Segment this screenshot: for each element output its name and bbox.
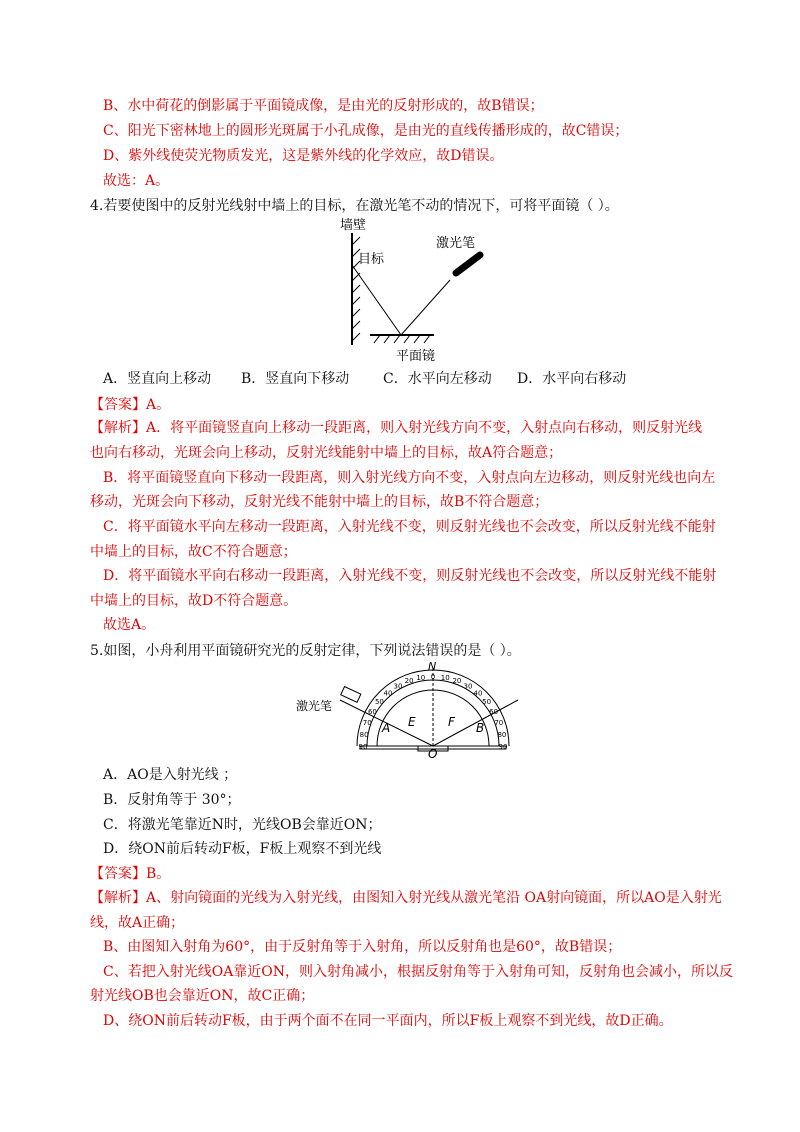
q5-analysis-line-3: B、由图知入射角为60°，由于反射角等于入射角，所以反射角也是60°，故B错误；	[103, 939, 622, 955]
q5-tick-label: 40	[473, 689, 483, 698]
q4-option-a: A．竖直向上移动	[103, 371, 212, 387]
q5-tick-label: 90	[498, 743, 508, 751]
q5-tick-label: 70	[494, 719, 504, 728]
q4-analysis-line-2: 也向右移动，光斑会向上移动，反射光线能射中墙上的目标，故A符合题意；	[90, 445, 563, 461]
q4-analysis-line-6: 中墙上的目标，故C不符合题意；	[90, 544, 297, 560]
q4-analysis-line-8: 中墙上的目标，故D不符合题意。	[90, 593, 298, 609]
q5-tick-label: 50	[482, 698, 492, 706]
q4-figure	[330, 215, 490, 365]
q4-analysis-line-5: C．将平面镜水平向左移动一段距离，入射光线不变，则反射光线也不会改变，所以反射光线不能射	[103, 519, 716, 535]
q5-tick-label: 0	[430, 673, 436, 681]
q4-laser-label: 激光笔	[436, 236, 476, 251]
q3-option-b-analysis: B、水中荷花的倒影属于平面镜成像，是由光的反射形成的，故B错误；	[103, 98, 544, 114]
q5-option-d: D．绕ON前后转动F板，F板上观察不到光线	[103, 841, 382, 857]
q5-tick-label: 40	[383, 689, 393, 698]
q5-tick-label: 70	[362, 719, 372, 728]
q4-analysis-line-7: D．将平面镜水平向右移动一段距离，入射光线不变，则反射光线也不会改变，所以反射光线不能射	[103, 568, 717, 584]
q4-option-b: B．竖直向下移动	[241, 371, 350, 387]
q4-target-label: 目标	[358, 252, 385, 267]
q5-tick-label: 80	[497, 730, 507, 739]
q5-option-b: B．反射角等于 30°；	[103, 792, 241, 808]
q3-select: 故选：A。	[103, 173, 170, 189]
q3-option-d-analysis: D、紫外线使荧光物质发光，这是紫外线的化学效应，故D错误。	[103, 148, 504, 164]
q5-analysis-line-6: D、绕ON前后转动F板，由于两个面不在同一平面内，所以F板上观察不到光线，故D正确。	[103, 1013, 673, 1029]
q5-tick-label: 80	[359, 730, 369, 739]
q5-tick-label: 60	[489, 708, 499, 716]
q4-analysis-line-3: B．将平面镜竖直向下移动一段距离，则入射光线方向不变，入射点向左边移动，则反射光线也向左	[103, 470, 716, 486]
q5-option-a: A．AO是入射光线 ；	[103, 767, 238, 783]
q4-mirror-label: 平面镜	[396, 349, 436, 364]
q5-tick-label: 20	[452, 677, 462, 686]
q5-analysis-line-5: 射光线OB也会靠近ON，故C正确；	[90, 988, 315, 1004]
q5-analysis-line-2: 线，故A正确；	[90, 915, 185, 931]
q4-option-c: C．水平向左移动	[383, 371, 492, 387]
q5-b-label: B	[476, 721, 485, 735]
q5-stem: 5.如图，小舟利用平面镜研究光的反射定律，下列说法错误的是（ ）。	[90, 643, 521, 659]
q5-analysis-line-1: 【解析】A、射向镜面的光线为入射光线，由图知入射光线从激光笔沿 OA射向镜面，所以AO是入射光	[90, 890, 722, 906]
q5-tick-label: 90	[358, 743, 368, 751]
q5-analysis-line-4: C、若把入射光线OA靠近ON，则入射角减小，根据反射角等于入射角可知，反射角也会减小，所以反	[103, 964, 734, 980]
q5-figure	[290, 660, 520, 760]
q5-answer: 【答案】B。	[90, 866, 171, 882]
q5-tick-label: 60	[367, 708, 377, 716]
q5-tick-label: 10	[416, 674, 426, 683]
q4-option-d: D．水平向右移动	[517, 371, 627, 387]
q5-a-label: A	[382, 721, 391, 735]
q5-tick-label: 10	[440, 674, 450, 683]
q4-select: 故选A。	[103, 617, 156, 633]
q4-answer: 【答案】A。	[90, 397, 171, 413]
q5-tick-label: 20	[404, 677, 414, 686]
q4-stem: 4.若要使图中的反射光线射中墙上的目标，在激光笔不动的情况下，可将平面镜（ ）。	[90, 198, 619, 214]
q5-n-label: N	[428, 660, 437, 673]
q3-option-c-analysis: C、阳光下密林地上的圆形光斑属于小孔成像，是由光的直线传播形成的，故C错误；	[103, 123, 629, 139]
q5-option-c: C．将激光笔靠近N时，光线OB会靠近ON；	[103, 817, 382, 833]
q5-tick-label: 30	[463, 682, 473, 691]
q4-analysis-line-1: 【解析】A．将平面镜竖直向上移动一段距离，则入射光线方向不变，入射点向右移动，则反射光线	[90, 420, 703, 436]
q4-wall-label: 墙壁	[340, 218, 367, 233]
q5-e-label: E	[408, 715, 416, 729]
q5-o-label: O	[428, 747, 438, 760]
q5-tick-label: 30	[393, 682, 403, 691]
q5-laser-label: 激光笔	[296, 699, 333, 713]
q4-analysis-line-4: 移动，光斑会向下移动，反射光线不能射中墙上的目标，故B不符合题意；	[90, 494, 549, 510]
q5-f-label: F	[448, 715, 455, 729]
q5-tick-label: 50	[374, 698, 384, 706]
